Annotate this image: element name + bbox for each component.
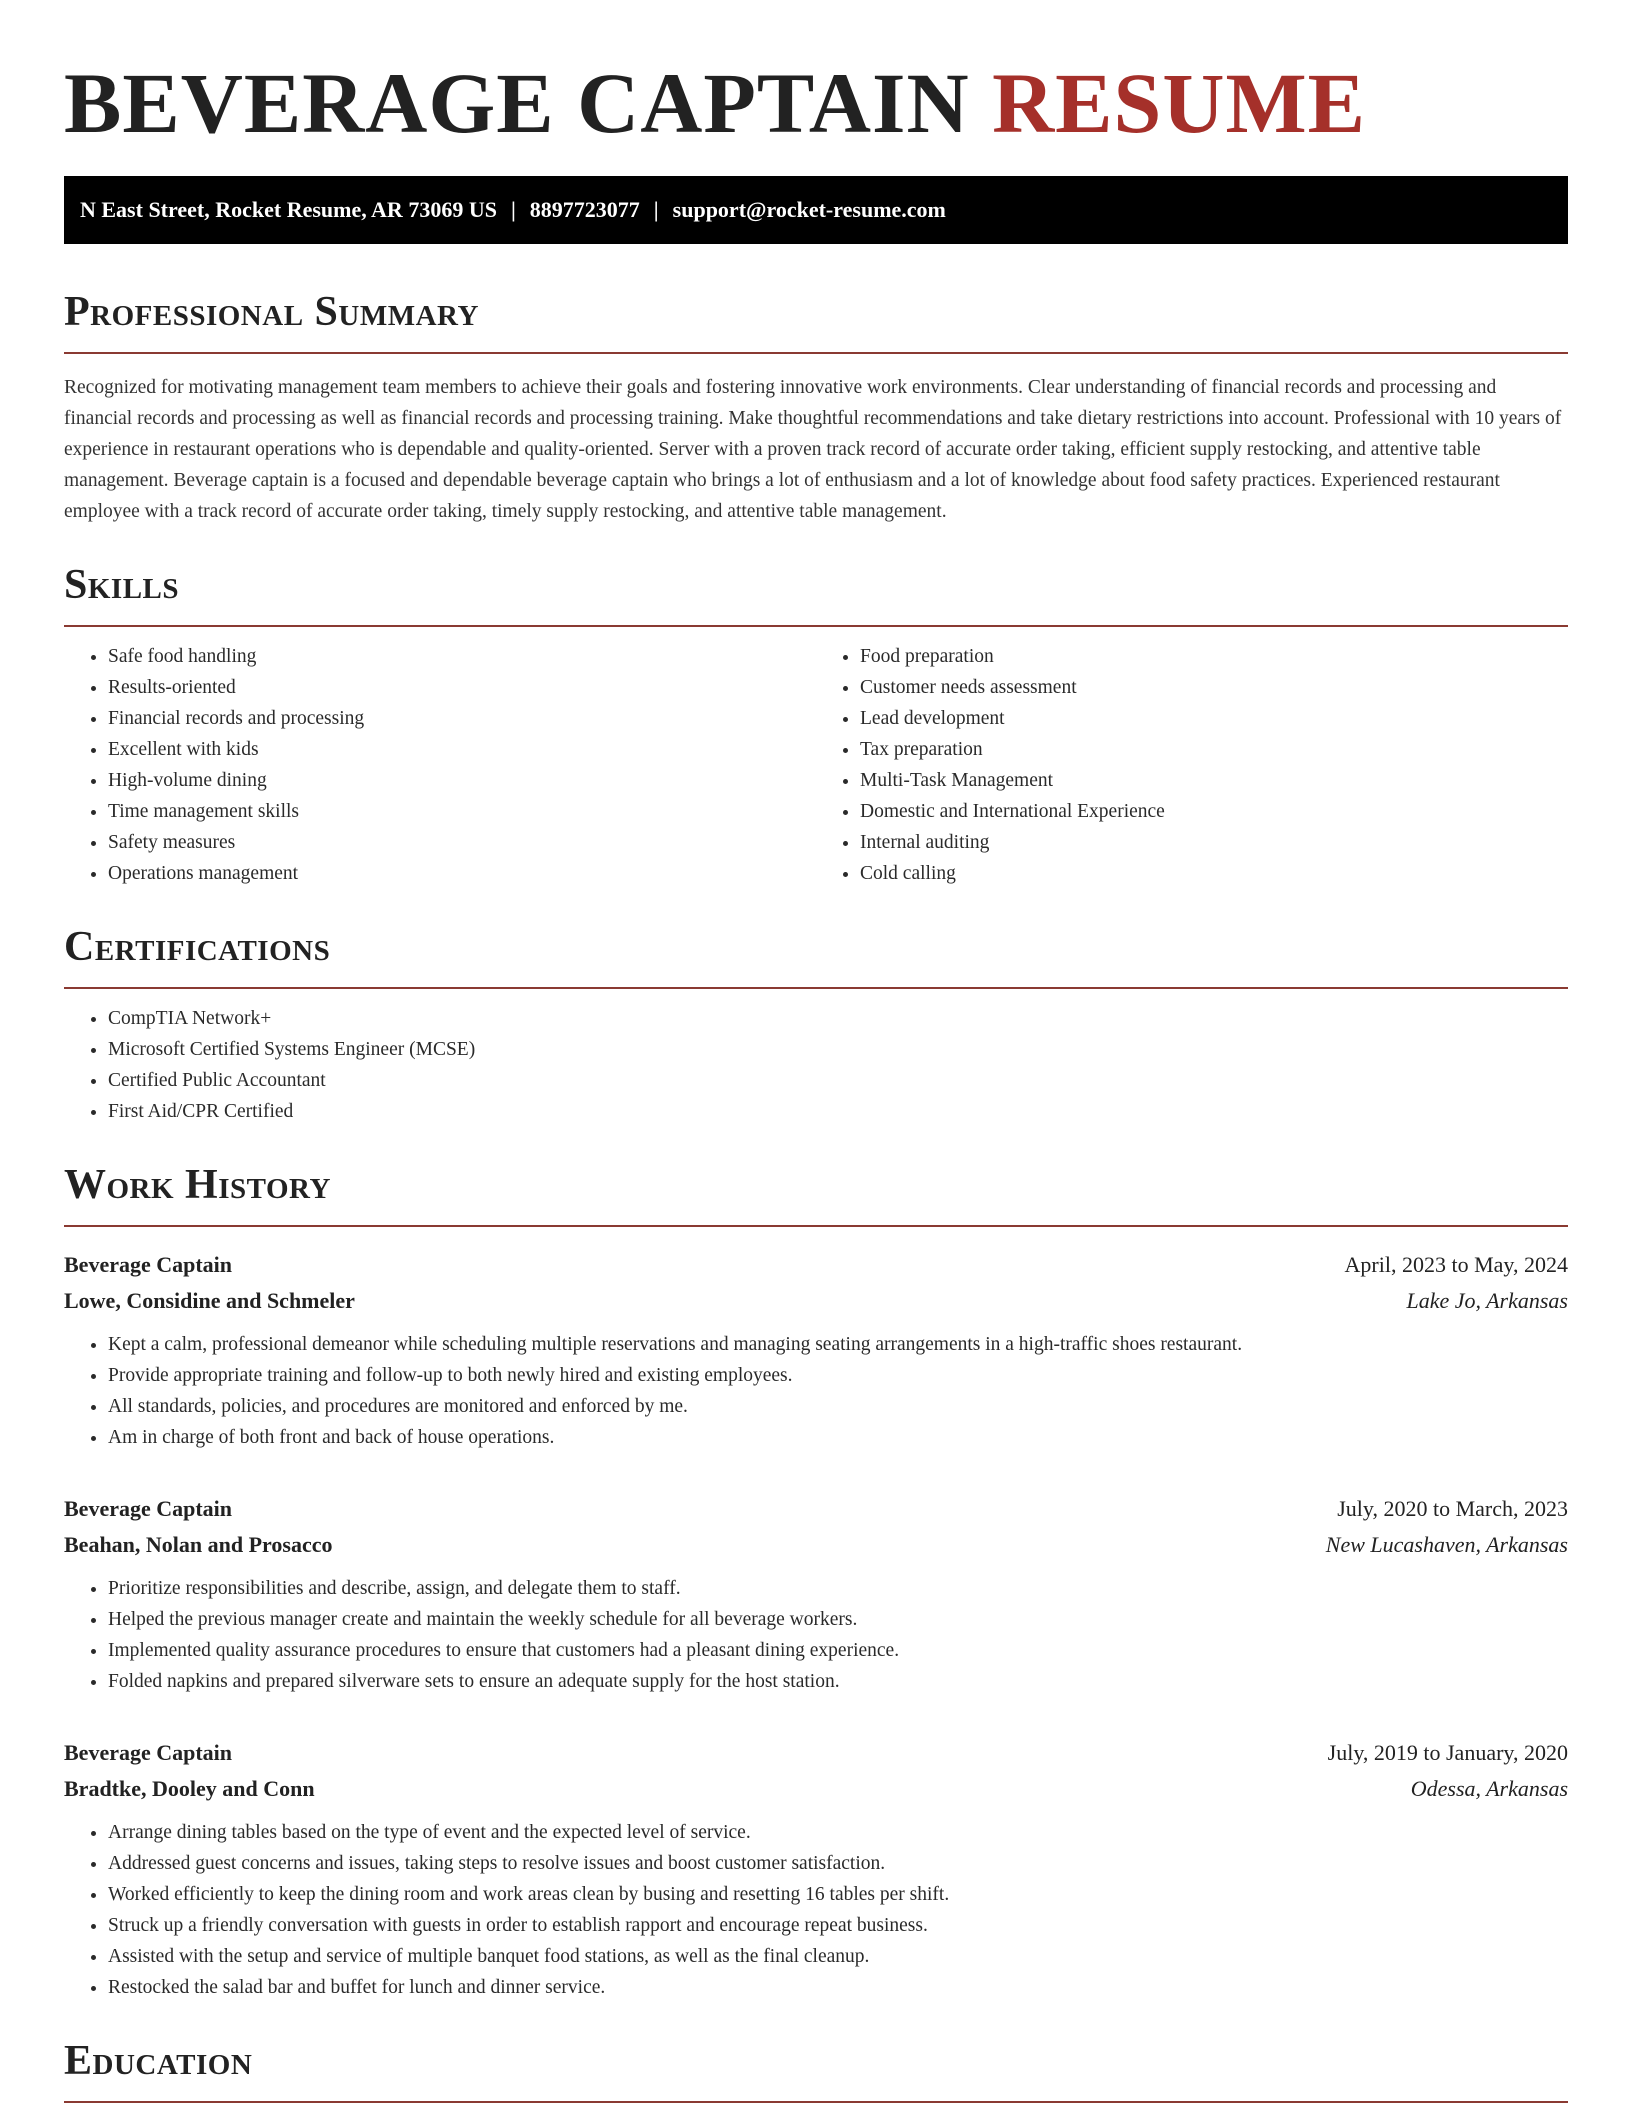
job-dates: July, 2019 to January, 2020 [1327, 1740, 1568, 1765]
education-section [64, 2037, 1568, 2103]
job-header-row [64, 1735, 1568, 1771]
job-duties-list [64, 1573, 1568, 1697]
job-company: Lowe, Considine and Schmeler [64, 1288, 355, 1313]
skill-item: • Time management skills [108, 796, 816, 827]
job-duty: • Addressed guest concerns and issues, taking steps to resolve issues and boost customer satisfaction. [108, 1848, 1568, 1879]
certification-item: • First Aid/CPR Certified [108, 1096, 1568, 1127]
skills-list-left [64, 641, 816, 889]
job-duty: • Prioritize responsibilities and describe, assign, and delegate them to staff. [108, 1573, 1568, 1604]
work-history-section [64, 1161, 1568, 2003]
job-dates: April, 2023 to May, 2024 [1344, 1252, 1568, 1277]
skill-item: • Excellent with kids [108, 734, 816, 765]
section-divider [64, 1225, 1568, 1227]
certifications-section [64, 923, 1568, 1127]
job-duties-list [64, 1329, 1568, 1453]
skill-item: • Tax preparation [860, 734, 1568, 765]
skill-item: • Internal auditing [860, 827, 1568, 858]
job-location: New Lucashaven, Arkansas [1325, 1532, 1568, 1557]
work-history-heading: Work History [64, 1162, 331, 1208]
skill-item: • Operations management [108, 858, 816, 889]
job-company-row [64, 1771, 1568, 1807]
summary-text: Recognized for motivating management team members to achieve their goals and fostering innovative work environments. Clear understanding of financial records and processing and financial records and processing as well as financial records and processing training. Make thoughtful recommendations and take dietary restrictions into account. Professional with 10 years of experience in restaurant operations who is dependable and quality-oriented. Server with a proven track record of accurate order taking, efficient supply restocking, and attentive table management. Beverage captain is a focused and dependable beverage captain who brings a lot of enthusiasm and a lot of knowledge about food safety practices. Experienced restaurant employee with a track record of accurate order taking, timely supply restocking, and attentive table management. [64, 377, 1562, 522]
job-duty: • Arrange dining tables based on the type of event and the expected level of service. [108, 1817, 1568, 1848]
job-duty: • All standards, policies, and procedures are monitored and enforced by me. [108, 1391, 1568, 1422]
skills-list-right [816, 641, 1568, 889]
job-duty: • Implemented quality assurance procedures to ensure that customers had a pleasant dining experience. [108, 1635, 1568, 1666]
skill-item: • Results-oriented [108, 672, 816, 703]
skill-item: • Food preparation [860, 641, 1568, 672]
job-entry [64, 1491, 1568, 1697]
skill-item: • High-volume dining [108, 765, 816, 796]
section-divider [64, 987, 1568, 989]
job-duty: • Struck up a friendly conversation with guests in order to establish rapport and encourage repeat business. [108, 1910, 1568, 1941]
summary-heading: Professional Summary [64, 289, 479, 335]
skill-item: • Cold calling [860, 858, 1568, 889]
job-title: Beverage Captain [64, 1740, 233, 1765]
job-duty: • Am in charge of both front and back of house operations. [108, 1422, 1568, 1453]
certifications-list [64, 1003, 1568, 1127]
education-heading: Education [64, 2038, 253, 2084]
job-duty: • Worked efficiently to keep the dining room and work areas clean by busing and resetting 16 tables per shift. [108, 1879, 1568, 1910]
section-divider [64, 2101, 1568, 2103]
skill-item: • Multi-Task Management [860, 765, 1568, 796]
skills-section [64, 561, 1568, 889]
job-dates: July, 2020 to March, 2023 [1337, 1496, 1568, 1521]
skill-item: • Customer needs assessment [860, 672, 1568, 703]
job-header-row [64, 1247, 1568, 1283]
title-accent: RESUME [992, 55, 1366, 151]
contact-phone: 8897723077 [529, 197, 640, 222]
job-title: Beverage Captain [64, 1252, 233, 1277]
job-entry [64, 1735, 1568, 2003]
job-company: Beahan, Nolan and Prosacco [64, 1532, 333, 1557]
contact-email: support@rocket-resume.com [672, 197, 946, 222]
job-header-row [64, 1491, 1568, 1527]
certification-item: • CompTIA Network+ [108, 1003, 1568, 1034]
job-duty: • Assisted with the setup and service of multiple banquet food stations, as well as the final cleanup. [108, 1941, 1568, 1972]
job-location: Odessa, Arkansas [1410, 1776, 1568, 1801]
job-duty: • Restocked the salad bar and buffet for lunch and dinner service. [108, 1972, 1568, 2003]
contact-bar [64, 176, 1568, 244]
certification-item: • Microsoft Certified Systems Engineer (MCSE) [108, 1034, 1568, 1065]
job-duty: • Folded napkins and prepared silverware sets to ensure an adequate supply for the host station. [108, 1666, 1568, 1697]
skill-item: • Safe food handling [108, 641, 816, 672]
resume-title [64, 55, 1568, 151]
contact-address: N East Street, Rocket Resume, AR 73069 US [80, 197, 497, 222]
job-duties-list [64, 1817, 1568, 2003]
job-title: Beverage Captain [64, 1496, 233, 1521]
skill-item: • Financial records and processing [108, 703, 816, 734]
job-duty: • Helped the previous manager create and maintain the weekly schedule for all beverage workers. [108, 1604, 1568, 1635]
contact-separator: | [510, 197, 516, 222]
skill-item: • Domestic and International Experience [860, 796, 1568, 827]
contact-separator: | [653, 197, 659, 222]
job-duty: • Kept a calm, professional demeanor while scheduling multiple reservations and managing seating arrangements in a high-traffic shoes restaurant. [108, 1329, 1568, 1360]
summary-section [64, 288, 1568, 527]
job-location: Lake Jo, Arkansas [1406, 1288, 1568, 1313]
skills-grid [64, 627, 1568, 889]
job-company-row [64, 1283, 1568, 1319]
certification-item: • Certified Public Accountant [108, 1065, 1568, 1096]
skill-item: • Lead development [860, 703, 1568, 734]
skill-item: • Safety measures [108, 827, 816, 858]
job-duty: • Provide appropriate training and follow-up to both newly hired and existing employees. [108, 1360, 1568, 1391]
certifications-heading: Certifications [64, 924, 331, 970]
job-company: Bradtke, Dooley and Conn [64, 1776, 315, 1801]
section-divider [64, 352, 1568, 354]
skills-heading: Skills [64, 562, 180, 608]
job-company-row [64, 1527, 1568, 1563]
resume-page [64, 0, 1568, 2103]
job-entry [64, 1247, 1568, 1453]
title-main: BEVERAGE CAPTAIN [64, 55, 970, 151]
